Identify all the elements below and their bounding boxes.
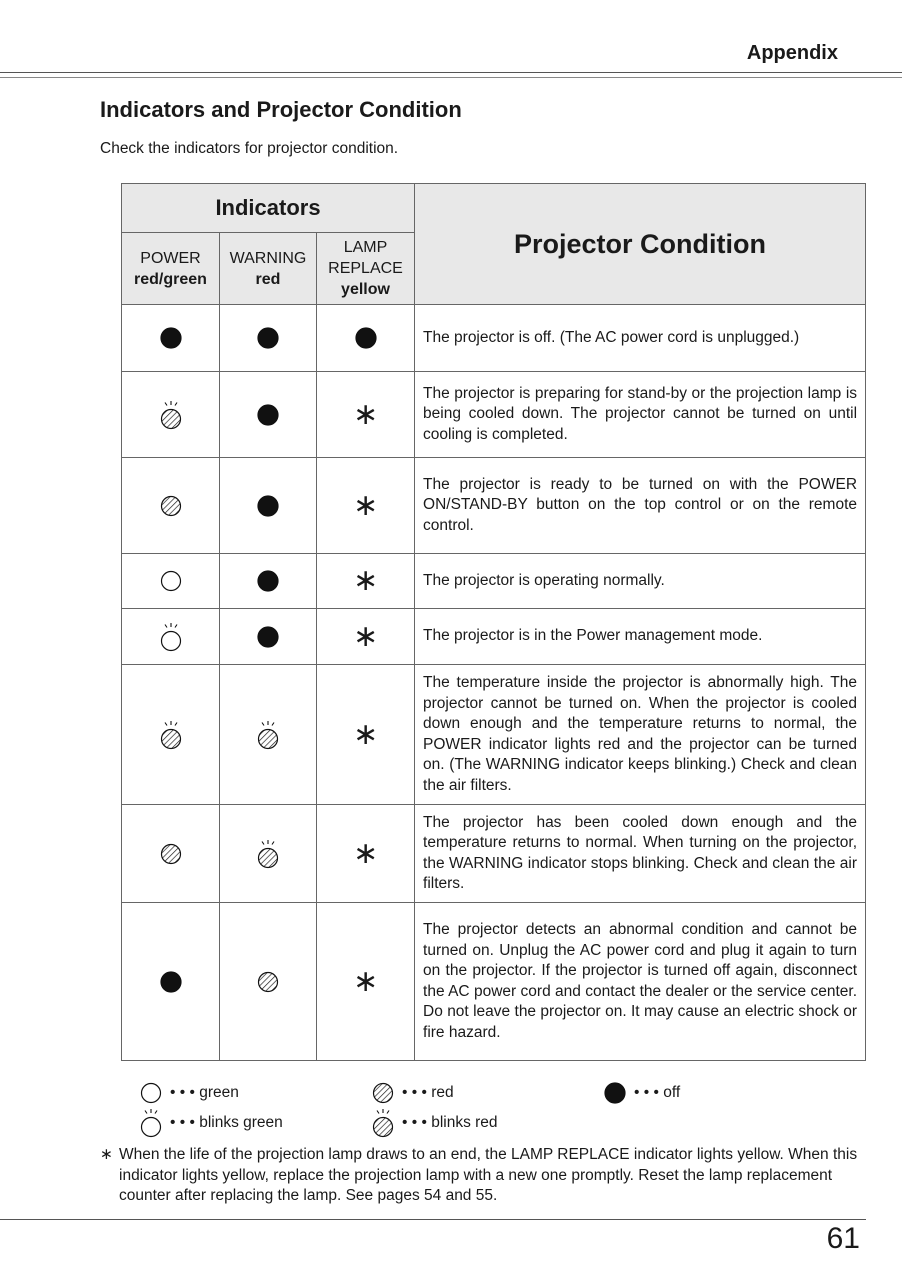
warning-column-header xyxy=(220,233,317,305)
table-row xyxy=(122,305,866,372)
warning-indicator-cell xyxy=(220,458,317,554)
indicators-header: Indicators xyxy=(122,184,415,233)
section-title: Appendix xyxy=(746,42,838,64)
lamp-indicator-cell xyxy=(317,458,415,554)
condition-header: Projector Condition xyxy=(415,184,866,305)
legend-label: • • • blinks green xyxy=(170,1114,283,1131)
power-indicator-cell xyxy=(122,305,220,372)
legend-blinks-green xyxy=(140,1108,283,1138)
legend-label: • • • green xyxy=(170,1084,239,1101)
asterisk-icon: ∗ xyxy=(352,564,379,597)
warning-indicator-cell xyxy=(220,805,317,903)
asterisk-icon: ∗ xyxy=(352,488,379,522)
table-row xyxy=(122,458,866,554)
asterisk-icon: ∗ xyxy=(352,964,379,998)
page-number: 61 xyxy=(826,1222,860,1255)
blinks-green-indicator-icon xyxy=(160,622,182,652)
lamp-indicator-cell xyxy=(317,665,415,805)
header-rule-thin xyxy=(0,77,902,78)
power-indicator-cell xyxy=(122,665,220,805)
lamp-indicator-cell xyxy=(317,805,415,903)
warning-indicator-cell xyxy=(220,609,317,665)
legend-label: • • • blinks red xyxy=(402,1114,498,1131)
power-column-header xyxy=(122,233,220,305)
condition-rows xyxy=(122,305,866,1061)
power-indicator-cell xyxy=(122,805,220,903)
condition-text: The temperature inside the projector is abnormally high. The projector cannot be turned on. When the projector is cooled down enough and the temperature returns to normal, the POWER indicator lights red and the projector can be turned on. (The WARNING indicator keeps blinking.) Check and clean the air filters. xyxy=(415,665,866,805)
legend-red xyxy=(372,1082,454,1104)
intro-text: Check the indicators for projector condition. xyxy=(100,140,399,157)
legend-blinks-red xyxy=(372,1108,498,1138)
table-row xyxy=(122,665,866,805)
header-rule xyxy=(0,72,902,73)
lamp-indicator-cell xyxy=(317,554,415,609)
footnote xyxy=(100,1145,860,1207)
off-indicator-icon xyxy=(160,327,182,349)
blinks-red-indicator-icon xyxy=(160,400,182,430)
warning-indicator-cell xyxy=(220,903,317,1061)
power-indicator-cell xyxy=(122,458,220,554)
condition-text: The projector detects an abnormal condition and cannot be turned on. Unplug the AC power cord and plug it again to turn on the projector. If the projector is turned off again, disconnect the AC power cord and contact the dealer or the service center. Do not leave the projector on. It may cause an electric shock or fire hazard. xyxy=(415,903,866,1061)
asterisk-icon: ∗ xyxy=(352,836,379,870)
lamp-indicator-cell xyxy=(317,372,415,458)
condition-text: The projector is operating normally. xyxy=(415,554,866,609)
off-indicator-icon xyxy=(257,495,279,517)
asterisk-icon: ∗ xyxy=(352,397,379,431)
blinking-red-indicator-icon xyxy=(372,1108,394,1138)
warning-column-name: WARNING xyxy=(229,249,307,267)
lamp-column-name: LAMP REPLACE xyxy=(328,239,403,277)
power-indicator-cell xyxy=(122,372,220,458)
indicator-table xyxy=(121,183,866,1061)
table-row xyxy=(122,805,866,903)
red-indicator-icon xyxy=(372,1082,394,1104)
blinking-green-indicator-icon xyxy=(140,1108,162,1138)
footer-rule xyxy=(0,1219,866,1220)
power-column-color: red/green xyxy=(134,270,207,288)
table-row xyxy=(122,609,866,665)
table-row xyxy=(122,903,866,1061)
legend-off xyxy=(604,1082,680,1104)
condition-text: The projector is ready to be turned on with the POWER ON/STAND-BY button on the top control or on the remote control. xyxy=(415,458,866,554)
off-indicator-icon xyxy=(257,626,279,648)
condition-text: The projector is in the Power management mode. xyxy=(415,609,866,665)
green-indicator-icon xyxy=(140,1082,162,1104)
lamp-indicator-cell xyxy=(317,305,415,372)
power-indicator-cell xyxy=(122,903,220,1061)
legend-green xyxy=(140,1082,239,1104)
warning-column-color: red xyxy=(255,270,281,288)
blinks-red-indicator-icon xyxy=(257,839,279,869)
blinks-red-indicator-icon xyxy=(257,720,279,750)
green-indicator-icon xyxy=(160,570,182,592)
warning-indicator-cell xyxy=(220,372,317,458)
condition-text: The projector has been cooled down enough and the temperature returns to normal. When turning on the projector, the WARNING indicator stops blinking. Check and clean the air filters. xyxy=(415,805,866,903)
off-indicator-icon xyxy=(160,971,182,993)
warning-indicator-cell xyxy=(220,305,317,372)
lamp-indicator-cell xyxy=(317,609,415,665)
red-indicator-icon xyxy=(160,843,182,865)
warning-indicator-cell xyxy=(220,554,317,609)
table-row xyxy=(122,554,866,609)
asterisk-icon: ∗ xyxy=(352,619,379,653)
power-indicator-cell xyxy=(122,609,220,665)
blinks-red-indicator-icon xyxy=(160,720,182,750)
off-indicator-icon xyxy=(604,1082,626,1104)
page-title: Indicators and Projector Condition xyxy=(100,97,462,122)
red-indicator-icon xyxy=(257,971,279,993)
condition-text: The projector is off. (The AC power cord is unplugged.) xyxy=(415,305,866,372)
off-indicator-icon xyxy=(257,570,279,592)
warning-indicator-cell xyxy=(220,665,317,805)
off-indicator-icon xyxy=(355,327,377,349)
condition-text: The projector is preparing for stand-by or the projection lamp is being cooled down. The projector cannot be turned on until cooling is completed. xyxy=(415,372,866,458)
asterisk-icon: ∗ xyxy=(100,1146,113,1163)
lamp-indicator-cell xyxy=(317,903,415,1061)
off-indicator-icon xyxy=(257,404,279,426)
off-indicator-icon xyxy=(257,327,279,349)
lamp-column-color: yellow xyxy=(341,281,390,298)
red-indicator-icon xyxy=(160,495,182,517)
legend-label: • • • off xyxy=(634,1084,681,1101)
power-indicator-cell xyxy=(122,554,220,609)
legend-label: • • • red xyxy=(402,1084,454,1101)
asterisk-icon: ∗ xyxy=(352,717,379,751)
table-row xyxy=(122,372,866,458)
power-column-name: POWER xyxy=(140,249,201,267)
lamp-column-header xyxy=(317,233,415,305)
footnote-text: When the life of the projection lamp draws to an end, the LAMP REPLACE indicator lights yellow. When this indicator lights yellow, replace the projection lamp with a new one promptly. Reset the lamp replacement counter after replacing the lamp. See pages 54 and 55. xyxy=(119,1146,858,1204)
